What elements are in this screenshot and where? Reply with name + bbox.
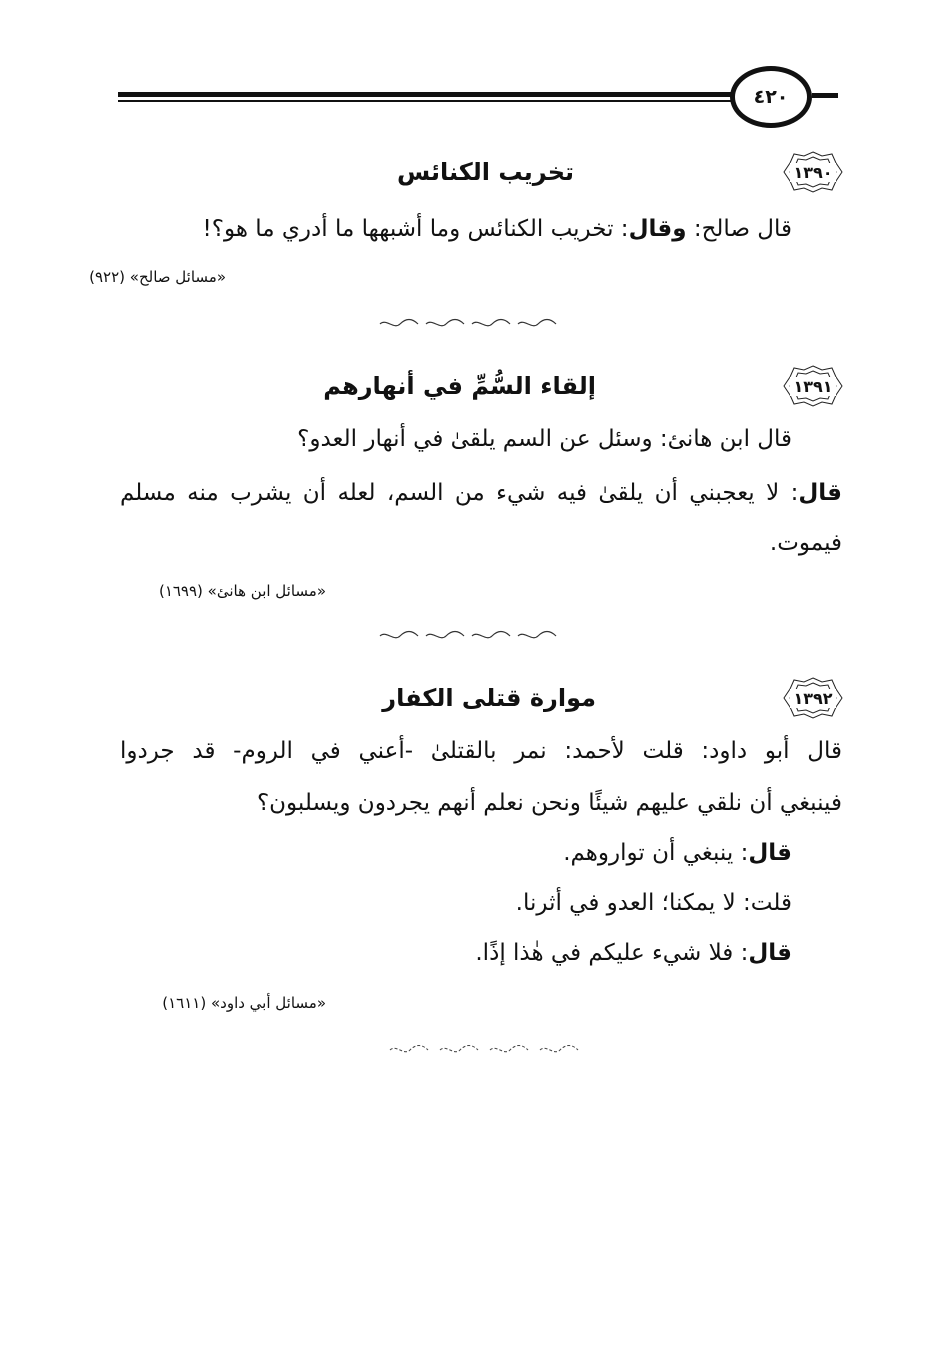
paragraph-line bbox=[120, 942, 792, 965]
source-citation: «مسائل ابن هانئ» (١٦٩٩) bbox=[158, 582, 326, 600]
paragraph-line bbox=[120, 218, 792, 241]
section-number-badge bbox=[782, 150, 844, 194]
source-citation: «مسائل أبي داود» (١٦١١) bbox=[162, 994, 326, 1012]
paragraph-line: قال ابن هانئ: وسئل عن السم يلقىٰ في أنهار العدو؟ bbox=[297, 426, 792, 452]
divider-ornament-icon bbox=[386, 1044, 582, 1056]
line-rest: : فلا شيء عليكم في هٰذا إذًا. bbox=[475, 940, 749, 966]
section-number-badge bbox=[782, 364, 844, 408]
paragraph-line: فيموت. bbox=[769, 530, 842, 556]
divider-ornament-icon bbox=[376, 630, 560, 642]
section-number-badge bbox=[782, 676, 844, 720]
source-citation: «مسائل صالح» (٩٢٢) bbox=[89, 268, 226, 286]
section-number: ١٣٩٢ bbox=[790, 689, 835, 708]
paragraph-line bbox=[120, 842, 792, 865]
header-rule-thin bbox=[118, 100, 732, 102]
paragraph-line: قلت: لا يمكنا؛ العدو في أثرنا. bbox=[515, 890, 792, 916]
divider-ornament-icon bbox=[376, 318, 560, 330]
line-bold: قال bbox=[748, 840, 792, 866]
line-bold: قال bbox=[748, 940, 792, 966]
section-title: موارة قتلى الكفار bbox=[382, 684, 596, 712]
page-number: ٤٢٠ bbox=[730, 66, 812, 128]
paragraph-line: قال أبو داود: قلت لأحمد: نمر بالقتلىٰ -أعني في الروم- قد جردوا bbox=[120, 738, 842, 764]
section-number: ١٣٩١ bbox=[790, 377, 835, 396]
section-number: ١٣٩٠ bbox=[790, 163, 835, 182]
header-rule-thick bbox=[118, 92, 732, 97]
line-rest: : لا يعجبني أن يلقىٰ فيه شيء من السم، لعله أن يشرب منه مسلم bbox=[120, 480, 799, 506]
header-rule-right bbox=[812, 93, 838, 98]
line-text: قال صالح: bbox=[686, 216, 792, 242]
line-rest: : تخريب الكنائس وما أشبهها ما أدري ما هو؟! bbox=[202, 216, 629, 242]
line-bold: وقال bbox=[628, 216, 687, 242]
section-title: إلقاء السُّمِّ في أنهارهم bbox=[323, 372, 596, 400]
line-rest: : ينبغي أن تواروهم. bbox=[563, 840, 749, 866]
paragraph-line: فينبغي أن نلقي عليهم شيئًا ونحن نعلم أنهم يجردون ويسلبون؟ bbox=[256, 790, 842, 816]
line-bold: قال bbox=[798, 480, 842, 506]
section-title: تخريب الكنائس bbox=[397, 158, 574, 186]
paragraph-line bbox=[120, 482, 842, 505]
